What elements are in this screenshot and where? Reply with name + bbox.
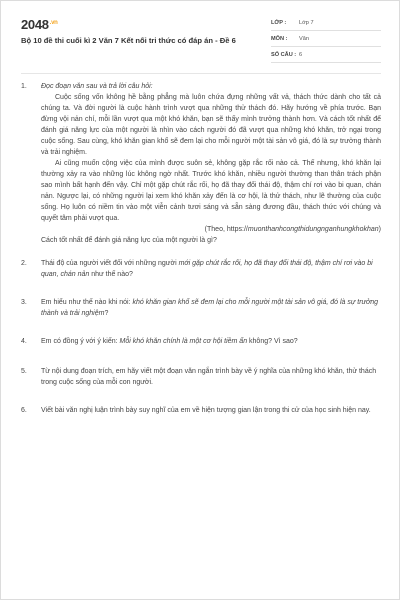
source-link[interactable]: muonthanhcongthidungnganhungkhokhan	[247, 226, 379, 233]
question-quote: khó khăn gian khổ sẽ đem lại cho mỗi người một tài sản vô giá, đó là sự trưởng thành và trải nghiệm	[41, 299, 378, 317]
question-text-tail: không? Vì sao?	[247, 338, 298, 345]
question-item-4	[21, 336, 381, 347]
question-text-lead: Em hiểu như thế nào khi nói:	[41, 299, 133, 306]
question-number: 5.	[21, 368, 27, 375]
meta-row-subject	[271, 31, 381, 47]
meta-row-class	[271, 15, 381, 31]
document-header	[21, 15, 381, 75]
question-text: Từ nội dung đoạn trích, em hãy viết một đoạn văn ngắn trình bày về ý nghĩa của những khó khăn, thử thách trong cuộc sống của mỗi con người.	[41, 368, 377, 386]
question-item-3	[21, 297, 381, 319]
passage-paragraph-1: Cuộc sống vốn không hề bằng phẳng mà luôn chứa đựng những vất vả, thách thức dành cho tất cả chúng ta. Và đời người là cuộc hành trình vượt qua những thử thách đó. Hãy hướng về phía trước. Bạn đừng vội nản chí, mỗi lần vượt qua một khó khăn, bạn sẽ thấy mình trưởng thành hơn. Và cách tốt nhất để đánh giá năng lực của một người là nhìn vào cách người đó đã vượt qua những khó khăn, trở ngại trong cuộc sống. Sau cùng, khó khăn gian khổ sẽ đem lại cho mỗi người một tài sản vô giá, đó là sự trưởng thành và trải nghiệm.	[41, 94, 381, 156]
question-text	[41, 297, 381, 319]
question-item-6	[21, 405, 381, 416]
meta-row-count	[271, 47, 381, 63]
question-quote: Mỗi khó khăn chính là một cơ hội tiềm ẩn	[119, 338, 248, 345]
document-title: Bộ 10 đề thi cuối kì 2 Văn 7 Kết nối tri thức có đáp án - Đề 6	[21, 36, 236, 45]
passage-source	[41, 224, 381, 235]
question-text-tail: ?	[104, 310, 109, 317]
question-text: Viết bài văn nghị luận trình bày suy nghĩ của em về hiện tượng gian lận trong thi cử của học sinh hiện nay.	[41, 407, 371, 414]
meta-key: MÔN :	[271, 35, 288, 42]
meta-key: LỚP :	[271, 19, 287, 26]
logo-suffix: .vn	[49, 19, 58, 26]
question-item-5	[21, 366, 381, 388]
question-body	[41, 81, 381, 246]
meta-value: Văn	[299, 35, 309, 42]
question-number: 3.	[21, 299, 27, 306]
question-text-lead: Thái độ của người viết đối với những người	[41, 260, 179, 267]
reading-instruction: Đọc đoạn văn sau và trả lời câu hỏi:	[41, 83, 153, 90]
meta-table	[271, 15, 381, 63]
source-prefix: (Theo, https://	[204, 226, 248, 233]
meta-value: Lớp 7	[299, 19, 314, 26]
question-number: 6.	[21, 407, 27, 414]
header-divider	[21, 73, 381, 74]
question-text: Cách tốt nhất để đánh giá năng lực của một người là gì?	[41, 237, 217, 244]
question-item-2	[21, 258, 381, 280]
question-text-lead: Em có đồng ý với ý kiến:	[41, 338, 120, 345]
question-text-tail: như thế nào?	[89, 271, 133, 278]
question-number: 2.	[21, 260, 27, 267]
question-number: 4.	[21, 338, 27, 345]
passage-paragraph-2: Ai cũng muốn cộng việc của mình được suôn sẻ, không gặp rắc rối nào cả. Thế nhưng, khó khăn lại thường xảy ra vào những lúc không ngờ nhất. Trước khó khăn, nhiều người thường than thân trách phận sao mình bất hạnh đến vậy. Chỉ một gặp chút rắc rối, họ đã thay đổi thái độ, thậm chí rơi vào bi quan, chán nản. Ngược lại, có những người lại xem khó khăn xảy đến là cơ hội, là thử thách, như lẽ thường của cuộc sống. Họ luôn có niềm tin vào một viễn cảnh tươi sáng và sẵn sàng đương đầu, thách thức với chúng và quyết tâm phải vượt qua.	[41, 160, 381, 222]
question-text	[41, 336, 381, 347]
question-list	[21, 81, 381, 416]
logo-main: 2048	[21, 17, 49, 32]
question-quote: mới gặp chút rắc rối, họ đã thay đổi thái độ, thậm chí rơi vào bi quan, chán nản	[41, 260, 373, 278]
site-logo[interactable]	[21, 17, 58, 32]
meta-key: SỐ CÂU :	[271, 51, 297, 58]
question-item-1	[21, 81, 381, 246]
meta-value: 6	[299, 51, 303, 58]
source-suffix: )	[378, 226, 381, 233]
question-number: 1.	[21, 83, 27, 90]
question-text	[41, 258, 381, 280]
